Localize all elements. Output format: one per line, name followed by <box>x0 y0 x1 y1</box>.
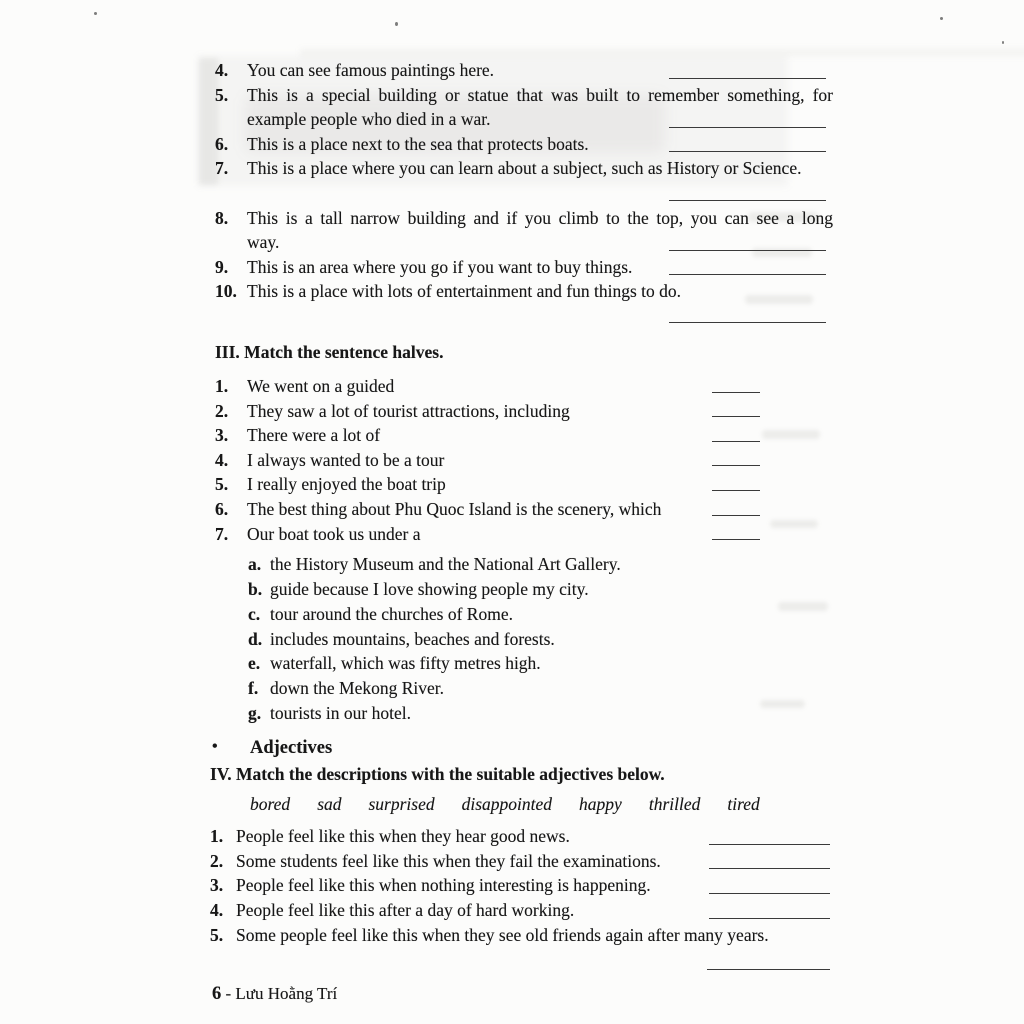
option-letter: a. <box>248 554 262 575</box>
page-footer <box>212 984 337 1005</box>
list-item <box>215 132 833 157</box>
answer-blank-row <box>210 948 833 972</box>
item-number: 3. <box>215 425 229 446</box>
item-text: We went on a guided <box>247 376 395 396</box>
option-letter: b. <box>248 578 263 599</box>
list-item <box>210 849 833 874</box>
list-item <box>215 423 833 448</box>
scan-smudge <box>300 48 1024 57</box>
list-item <box>215 448 833 473</box>
answer-blank <box>669 78 826 79</box>
item-text: Some students feel like this when they fail the examinations. <box>236 850 661 871</box>
item-text: This is a place with lots of entertainment and fun things to do. <box>247 281 682 302</box>
item-number: 3. <box>210 875 224 896</box>
list-item <box>210 873 833 898</box>
answer-blank <box>709 868 830 869</box>
list-item <box>215 399 833 424</box>
list-item <box>210 824 833 849</box>
list-item <box>215 497 833 522</box>
list-item <box>215 522 833 547</box>
list-item <box>215 156 833 181</box>
exercise-match-halves <box>215 340 833 726</box>
option-text: tour around the churches of Rome. <box>270 603 513 624</box>
word-bank-item: thrilled <box>648 794 701 814</box>
option-item <box>215 627 833 652</box>
item-number: 1. <box>215 376 229 396</box>
option-item <box>215 676 833 701</box>
answer-blank <box>712 515 760 516</box>
option-letter: f. <box>248 678 259 699</box>
answer-blank <box>669 127 826 128</box>
item-number: 4. <box>215 60 229 80</box>
option-letter: d. <box>248 628 263 649</box>
exercise-adjectives <box>210 736 833 972</box>
item-text: This is an area where you go if you want to buy things. <box>247 256 633 277</box>
answer-blank <box>709 844 830 845</box>
option-text: down the Mekong River. <box>270 678 445 699</box>
item-number: 5. <box>215 84 229 105</box>
item-text: way. <box>247 232 280 253</box>
option-letter: c. <box>248 603 261 624</box>
answer-blank <box>712 416 760 417</box>
item-text: The best thing about Phu Quoc Island is the scenery, which <box>247 498 662 519</box>
option-text: the History Museum and the National Art Gallery. <box>270 554 621 575</box>
footer-separator: - <box>225 984 232 1003</box>
answer-blank <box>712 539 760 540</box>
scan-speck <box>94 12 97 15</box>
subsection-title: Adjectives <box>250 738 333 758</box>
scan-speck <box>395 22 398 26</box>
item-number: 10. <box>215 281 237 302</box>
word-bank-item: disappointed <box>461 794 553 814</box>
answer-blank <box>669 274 826 275</box>
answer-blank <box>712 441 760 442</box>
item-text: People feel like this after a day of hard working. <box>236 900 575 921</box>
item-number: 4. <box>215 449 229 470</box>
answer-blank <box>712 490 760 491</box>
answer-blank-row <box>215 304 833 330</box>
list-item <box>215 83 833 132</box>
word-bank-item: tired <box>727 794 760 814</box>
scan-speck <box>1002 41 1004 44</box>
option-letter: g. <box>248 702 262 723</box>
answer-blank <box>709 893 830 894</box>
item-text: I always wanted to be a tour <box>247 449 445 470</box>
word-bank-item: bored <box>250 794 291 814</box>
word-bank-item: surprised <box>368 794 435 814</box>
answer-blank <box>669 250 826 251</box>
footer-author: Lưu Hoằng Trí <box>235 984 338 1003</box>
item-number: 6. <box>215 498 229 519</box>
item-text: They saw a lot of tourist attractions, including <box>247 400 570 421</box>
section-heading: IV. Match the descriptions with the suitable adjectives below. <box>210 764 665 784</box>
item-text: There were a lot of <box>247 425 381 446</box>
item-number: 6. <box>215 133 229 154</box>
exercise-places <box>215 58 833 330</box>
list-item <box>210 898 833 923</box>
option-text: includes mountains, beaches and forests. <box>270 628 555 649</box>
answer-blank <box>712 392 760 393</box>
page-number: 6 <box>212 984 222 1004</box>
item-number: 2. <box>215 400 229 421</box>
scan-speck <box>940 17 943 20</box>
item-text: example people who died in a war. <box>247 109 491 130</box>
section-heading: III. Match the sentence halves. <box>215 342 444 362</box>
item-number: 7. <box>215 158 229 179</box>
list-item <box>215 58 833 83</box>
subsection-title-row <box>210 736 833 762</box>
answer-blank <box>709 918 830 919</box>
item-text: This is a place next to the sea that protects boats. <box>247 133 589 154</box>
option-item <box>215 651 833 676</box>
item-number: 7. <box>215 523 229 544</box>
word-bank-item: sad <box>317 794 342 814</box>
answer-blank <box>669 200 826 201</box>
answer-blank-row <box>215 181 833 206</box>
list-item <box>215 374 833 399</box>
option-text: waterfall, which was fifty metres high. <box>270 653 541 674</box>
option-item <box>215 577 833 602</box>
answer-blank <box>712 465 760 466</box>
item-text: Our boat took us under a <box>247 523 421 544</box>
item-text: Some people feel like this when they see old friends again after many years. <box>236 924 769 945</box>
list-item <box>215 279 833 304</box>
option-letter: e. <box>248 653 261 674</box>
list-item <box>210 923 833 948</box>
option-item <box>215 552 833 577</box>
item-text: This is a tall narrow building and if you climb to the top, you can see a long <box>247 207 833 228</box>
item-text: This is a special building or statue that was built to remember something, for <box>247 84 833 105</box>
bullet-icon: • <box>212 738 218 755</box>
item-text: People feel like this when they hear good news. <box>236 826 570 846</box>
item-text: You can see famous paintings here. <box>247 60 495 80</box>
answer-blank <box>707 969 830 970</box>
option-item <box>215 701 833 726</box>
answer-blank <box>669 151 826 152</box>
item-number: 2. <box>210 850 224 871</box>
option-item <box>215 602 833 627</box>
item-number: 1. <box>210 826 224 846</box>
item-text: I really enjoyed the boat trip <box>247 474 446 495</box>
item-number: 8. <box>215 207 229 228</box>
option-text: guide because I love showing people my city. <box>270 578 589 599</box>
item-text: People feel like this when nothing interesting is happening. <box>236 875 651 896</box>
item-number: 9. <box>215 256 229 277</box>
list-item <box>215 206 833 255</box>
item-number: 5. <box>215 474 229 495</box>
item-number: 4. <box>210 900 224 921</box>
list-item <box>215 255 833 280</box>
word-bank <box>210 792 833 816</box>
item-number: 5. <box>210 924 224 945</box>
option-text: tourists in our hotel. <box>270 702 411 723</box>
item-text: This is a place where you can learn about a subject, such as History or Science. <box>247 158 802 179</box>
word-bank-item: happy <box>579 794 622 814</box>
list-item <box>215 472 833 497</box>
answer-blank <box>669 322 826 323</box>
